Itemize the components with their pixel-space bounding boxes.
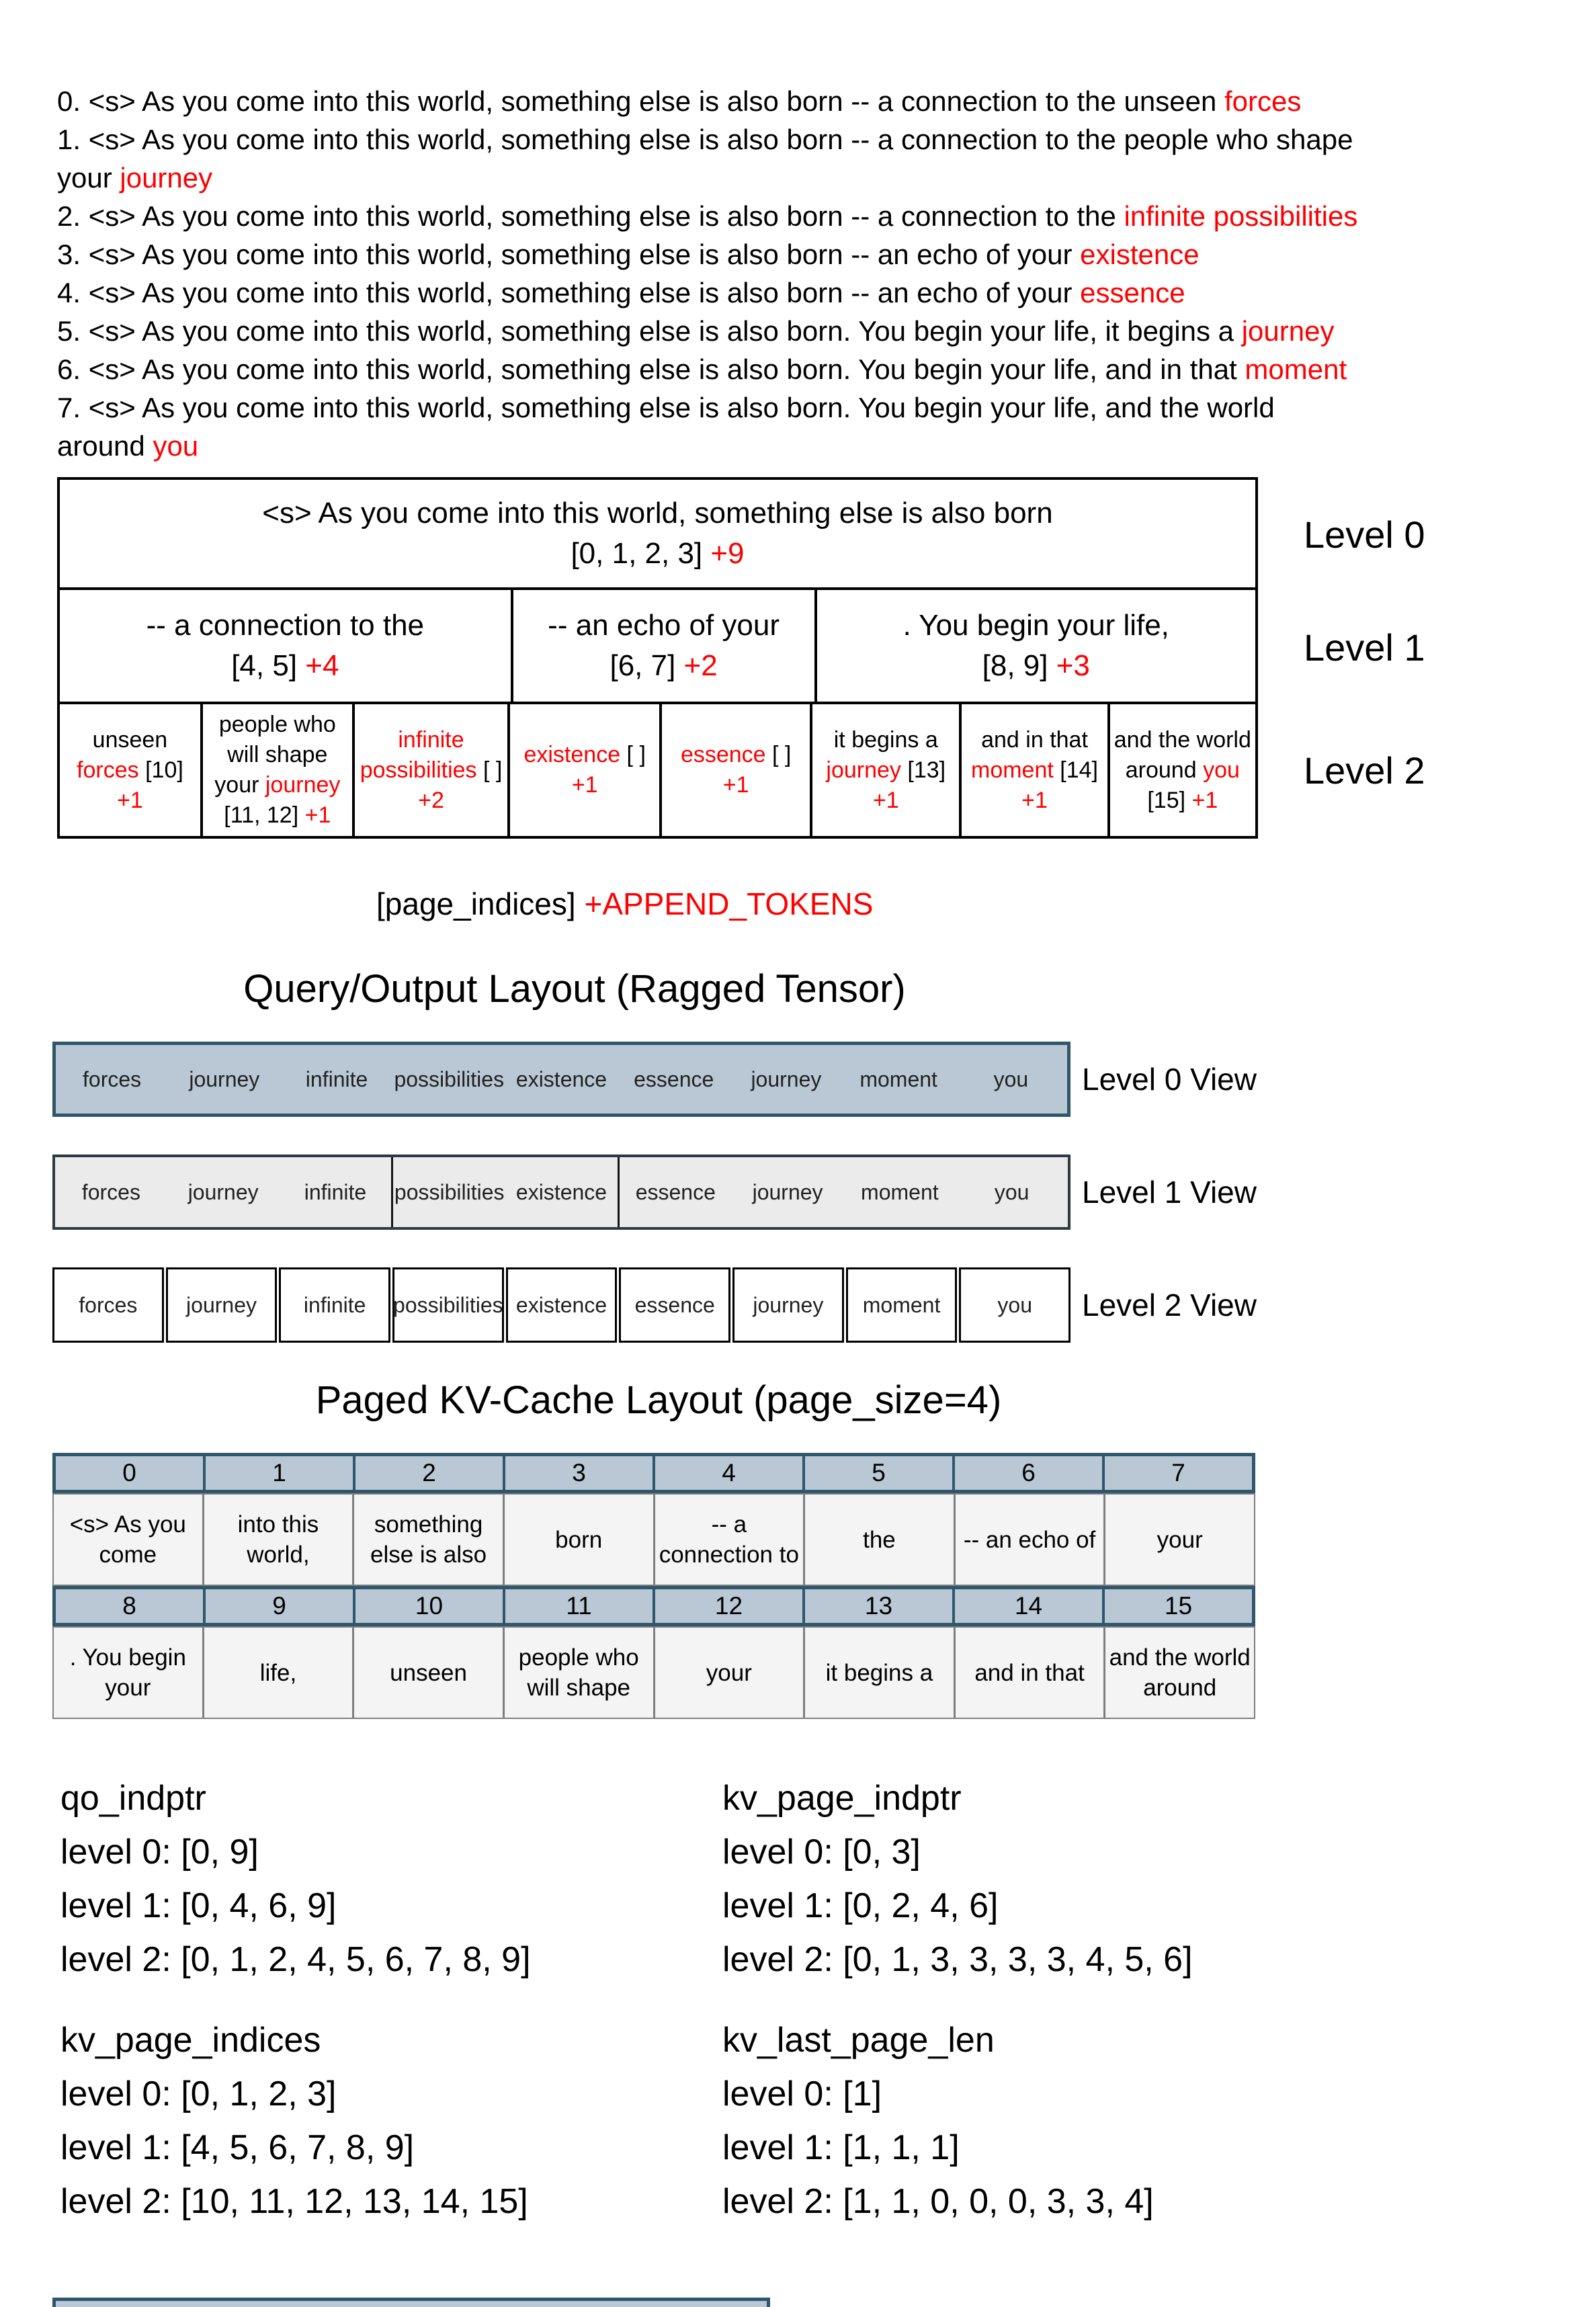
kv-page-number-cell: 13 [805,1589,952,1623]
tree-leaf-cell [810,704,959,836]
paged-kv-cache-title: Paged KV-Cache Layout (page_size=4) [315,1378,1002,1422]
highlighted-token-text: you [1203,757,1240,783]
array-level-line: level 1: [1, 1, 1] [722,2128,960,2167]
sequence-line [57,274,1357,312]
view-token-cell: essence [634,1066,714,1091]
kv-page-number-cell: 1 [206,1456,353,1490]
kv-page-number-row [52,1453,1255,1493]
kv-page-content-cell: <s> As you come [54,1495,202,1585]
tree-level0-row [60,480,1255,587]
view-segment [619,1267,730,1343]
kv-page-indptr-block [722,1771,1193,1986]
paged-kv-cache-table [52,1453,1255,1719]
view-segment [56,1045,1067,1114]
token-text: 6. <s> As you come into this world, something else is also born. You begin your life, and in that [57,353,1245,385]
view-token-cell: essence [634,1292,715,1317]
array-name: kv_page_indices [60,2021,321,2060]
view-token-cell: existence [515,1066,607,1091]
sequence-line [57,427,1357,465]
token-text: 4. <s> As you come into this world, something else is also born -- an echo of your [57,277,1081,308]
kv-page-content-cell: -- an echo of [956,1495,1104,1585]
tree-node-text: -- an echo of your [548,609,780,642]
view-token-cell: infinite [303,1292,366,1317]
tree-node-append-count: +4 [305,649,339,682]
kv-page-content-row [52,1493,1255,1586]
highlighted-token-text: +2 [418,787,444,813]
array-level-line: level 1: [0, 4, 6, 9] [60,1886,337,1925]
token-text: 7. <s> As you come into this world, something else is also born. You begin your life, and the world [57,392,1275,423]
kv-page-content-cell: something else is also [354,1495,503,1585]
token-text: people who will shape your [214,712,336,798]
level-0-label: Level 0 [1304,513,1425,556]
view-token-cell: forces [83,1066,142,1091]
kv-page-content-cell: it begins a [805,1628,954,1718]
view-token-cell: you [997,1292,1032,1317]
token-text: and in that [981,726,1088,753]
tree-node-text: . You begin your life, [902,609,1169,642]
highlighted-token-text: +1 [722,772,749,798]
sequence-line [57,312,1357,350]
highlighted-token-text: existence [1080,239,1200,270]
highlighted-token-text: infinite possibilities [1124,200,1358,232]
tree-node-append-count: +3 [1056,649,1090,682]
view-token-cell: infinite [304,1179,367,1204]
kv-page-number-cell: 7 [1105,1456,1252,1490]
token-text: it begins a [833,726,938,753]
token-text: [ ] [765,742,792,767]
kv-last-page-len-block [722,2013,1154,2228]
sequence-line [57,82,1357,120]
array-level-line: level 0: [0, 1, 2, 3] [60,2074,337,2113]
view-segment [52,1267,164,1343]
tree-node-text: -- a connection to the [146,609,425,642]
view-token-cell: journey [186,1292,257,1317]
tree-level2-row [60,702,1255,836]
token-text: [13] [900,757,946,783]
kv-page-number-row [52,1586,1255,1626]
array-name: kv_last_page_len [722,2021,995,2060]
view-token-cell: journey [187,1179,259,1204]
kv-page-number-cell: 15 [1105,1589,1252,1623]
tree-leaf-cell [352,704,507,836]
prefix-tree-table [57,477,1258,839]
view-token-cell: you [993,1066,1029,1091]
tree-leaf-text [1114,725,1251,816]
kv-page-number-cell: 5 [805,1456,952,1490]
level-2-view-row [52,1267,1070,1343]
kv-page-content-cell: your [1105,1495,1254,1585]
array-level-line: level 2: [0, 1, 2, 4, 5, 6, 7, 8, 9] [60,1940,531,1979]
token-text: [ ] [476,757,503,783]
view-segment [279,1267,390,1343]
kv-page-content-cell: . You begin your [54,1628,202,1718]
highlighted-token-text: +1 [1191,787,1218,813]
highlighted-token-text: journey [265,772,341,798]
page-indices-note [376,886,873,922]
view-token-cell: infinite [305,1066,368,1091]
token-text: [11, 12] [224,802,305,828]
kv-page-content-cell: unseen [354,1628,503,1718]
view-token-cell: journey [189,1066,260,1091]
tree-leaf-cell [507,704,659,836]
kv-page-number-cell: 11 [505,1589,653,1623]
tree-leaf-cell [200,704,352,836]
tree-level1-row [60,587,1255,702]
tree-node-cell [60,480,1255,587]
append-tokens-note-red: +APPEND_TOKENS [584,886,874,921]
level-0-view-label: Level 0 View [1082,1062,1257,1097]
tree-leaf-text [514,740,655,800]
view-segment [959,1267,1070,1343]
kv-page-number-cell: 3 [505,1456,653,1490]
view-token-cell: moment [862,1292,941,1317]
token-text: 2. <s> As you come into this world, something else is also born -- a connection to the [57,200,1124,232]
token-text: 1. <s> As you come into this world, something else is also born -- a connection to the people who shape [57,124,1353,155]
kv-page-number-cell: 12 [655,1589,802,1623]
array-level-line: level 0: [0, 3] [722,1833,921,1872]
token-text: 0. <s> As you come into this world, something else is also born -- a connection to the unseen [57,85,1224,117]
tree-node-indices-line [817,646,1255,686]
highlighted-token-text: existence [523,742,621,767]
sequence-line [57,120,1357,159]
view-segment [732,1267,844,1343]
array-level-line: level 2: [1, 1, 0, 0, 0, 3, 3, 4] [722,2182,1154,2221]
sequence-line [57,350,1357,388]
tree-leaf-cell [60,704,200,836]
page-indices-note-black: [page_indices] [376,886,585,921]
view-segment [55,1157,391,1227]
view-token-cell: forces [79,1292,138,1317]
sequence-line [57,235,1357,274]
kv-page-content-cell: life, [204,1628,353,1718]
view-token-cell: essence [635,1179,716,1204]
tree-node-cell [814,590,1255,702]
token-text: [14] [1053,757,1098,783]
kv-page-number-cell: 8 [56,1589,203,1623]
kv-page-number-cell: 4 [655,1456,802,1490]
view-token-cell: possibilities [394,1066,505,1091]
level-1-view-label: Level 1 View [1082,1175,1257,1210]
level-2-view-label: Level 2 View [1082,1288,1257,1323]
view-token-cell: you [994,1179,1030,1204]
highlighted-token-text: forces [77,757,139,783]
array-level-line: level 2: [10, 11, 12, 13, 14, 15] [60,2182,528,2221]
kv-page-number-cell: 0 [56,1456,203,1490]
kv-page-indices-block [60,2013,528,2228]
tree-leaf-text [966,725,1103,816]
kv-page-content-cell: born [505,1495,653,1585]
level-0-view-row [52,1042,1070,1117]
tree-leaf-text [64,725,196,816]
tree-node-indices: [6, 7] [610,649,684,682]
tree-leaf-cell [959,704,1107,836]
array-name: kv_page_indptr [722,1779,962,1818]
ragged-layout-title: Query/Output Layout (Ragged Tensor) [243,967,906,1011]
view-segment [506,1267,618,1343]
tree-leaf-text [816,725,955,816]
truncated-table-header-bar [52,2298,770,2307]
tree-leaf-text [207,710,348,831]
view-token-cell: moment [859,1066,937,1091]
view-token-cell: journey [753,1292,824,1317]
kv-page-content-cell: your [655,1628,804,1718]
highlighted-token-text: moment [1245,353,1347,385]
highlighted-token-text: +1 [872,787,899,813]
tree-node-append-count: +9 [710,537,745,570]
highlighted-token-text: you [153,430,199,462]
tree-leaf-cell [659,704,810,836]
view-segment [846,1267,958,1343]
token-text: around [57,430,153,462]
tree-node-indices-line [60,646,511,686]
kv-page-number-cell: 10 [355,1589,503,1623]
sequence-list [57,82,1357,465]
kv-page-number-cell: 9 [206,1589,353,1623]
highlighted-token-text: journey [1241,315,1335,347]
sequence-line [57,388,1357,427]
sequence-line [57,159,1357,197]
tree-leaf-text [666,740,806,800]
kv-page-content-cell: into this world, [204,1495,353,1585]
tree-leaf-text [359,725,503,816]
tree-node-cell [511,590,814,702]
token-text: [10] [138,757,183,783]
kv-page-number-cell: 2 [355,1456,503,1490]
highlighted-token-text: +1 [117,787,143,813]
level-1-view-row [52,1155,1070,1230]
token-text: unseen [92,726,168,753]
tree-node-indices-line [513,646,814,686]
array-level-line: level 2: [0, 1, 3, 3, 3, 3, 4, 5, 6] [722,1940,1193,1979]
kv-page-number-cell: 14 [955,1589,1102,1623]
kv-page-content-row [52,1626,1255,1719]
highlighted-token-text: essence [1080,277,1185,308]
kv-page-number-cell: 6 [955,1456,1102,1490]
tree-node-indices: [4, 5] [231,649,306,682]
token-text: [15] [1147,787,1192,813]
array-level-line: level 0: [0, 9] [60,1833,259,1872]
view-token-cell: moment [861,1179,939,1204]
level-2-label: Level 2 [1304,749,1425,792]
token-text: 3. <s> As you come into this world, something else is also born -- an echo of your [57,239,1081,270]
view-token-cell: possibilities [393,1292,503,1317]
array-level-line: level 0: [1] [722,2074,882,2113]
highlighted-token-text: infinite possibilities [360,726,477,783]
highlighted-token-text: +1 [1021,787,1048,813]
highlighted-token-text: moment [971,757,1054,783]
array-name: qo_indptr [60,1779,206,1818]
highlighted-token-text: journey [120,162,213,194]
view-segment [166,1267,278,1343]
kv-page-content-cell: the [805,1495,954,1585]
token-text: 5. <s> As you come into this world, something else is also born. You begin your life, it begins a [57,315,1242,347]
view-token-cell: possibilities [394,1179,505,1204]
highlighted-token-text: journey [826,757,901,783]
kv-page-content-cell: and in that [956,1628,1104,1718]
view-token-cell: existence [515,1179,607,1204]
level-1-label: Level 1 [1304,626,1425,669]
sequence-line [57,197,1357,235]
view-token-cell: journey [752,1179,823,1204]
tree-node-indices-line [60,534,1255,574]
qo-indptr-block [60,1771,531,1986]
view-token-cell: journey [751,1066,822,1091]
highlighted-token-text: +1 [571,772,598,798]
tree-node-append-count: +2 [683,649,718,682]
tree-leaf-cell [1107,704,1255,836]
view-segment [618,1157,1068,1227]
token-text: [ ] [620,742,646,767]
kv-page-content-cell: and the world around [1105,1628,1254,1718]
highlighted-token-text: essence [680,742,766,767]
view-segment [391,1157,618,1227]
highlighted-token-text: +1 [304,802,331,828]
token-text: and the world around [1114,726,1251,783]
tree-node-indices: [8, 9] [982,649,1056,682]
view-token-cell: forces [81,1179,140,1204]
array-level-line: level 1: [4, 5, 6, 7, 8, 9] [60,2128,415,2167]
kv-page-content-cell: -- a connection to [655,1495,804,1585]
view-token-cell: existence [515,1292,607,1317]
tree-node-indices: [0, 1, 2, 3] [571,537,711,570]
array-level-line: level 1: [0, 2, 4, 6] [722,1886,999,1925]
view-segment [392,1267,504,1343]
tree-node-cell [60,590,511,702]
kv-page-content-cell: people who will shape [505,1628,653,1718]
highlighted-token-text: forces [1224,85,1302,117]
tree-node-text: <s> As you come into this world, something else is also born [262,497,1053,530]
token-text: your [57,162,120,194]
